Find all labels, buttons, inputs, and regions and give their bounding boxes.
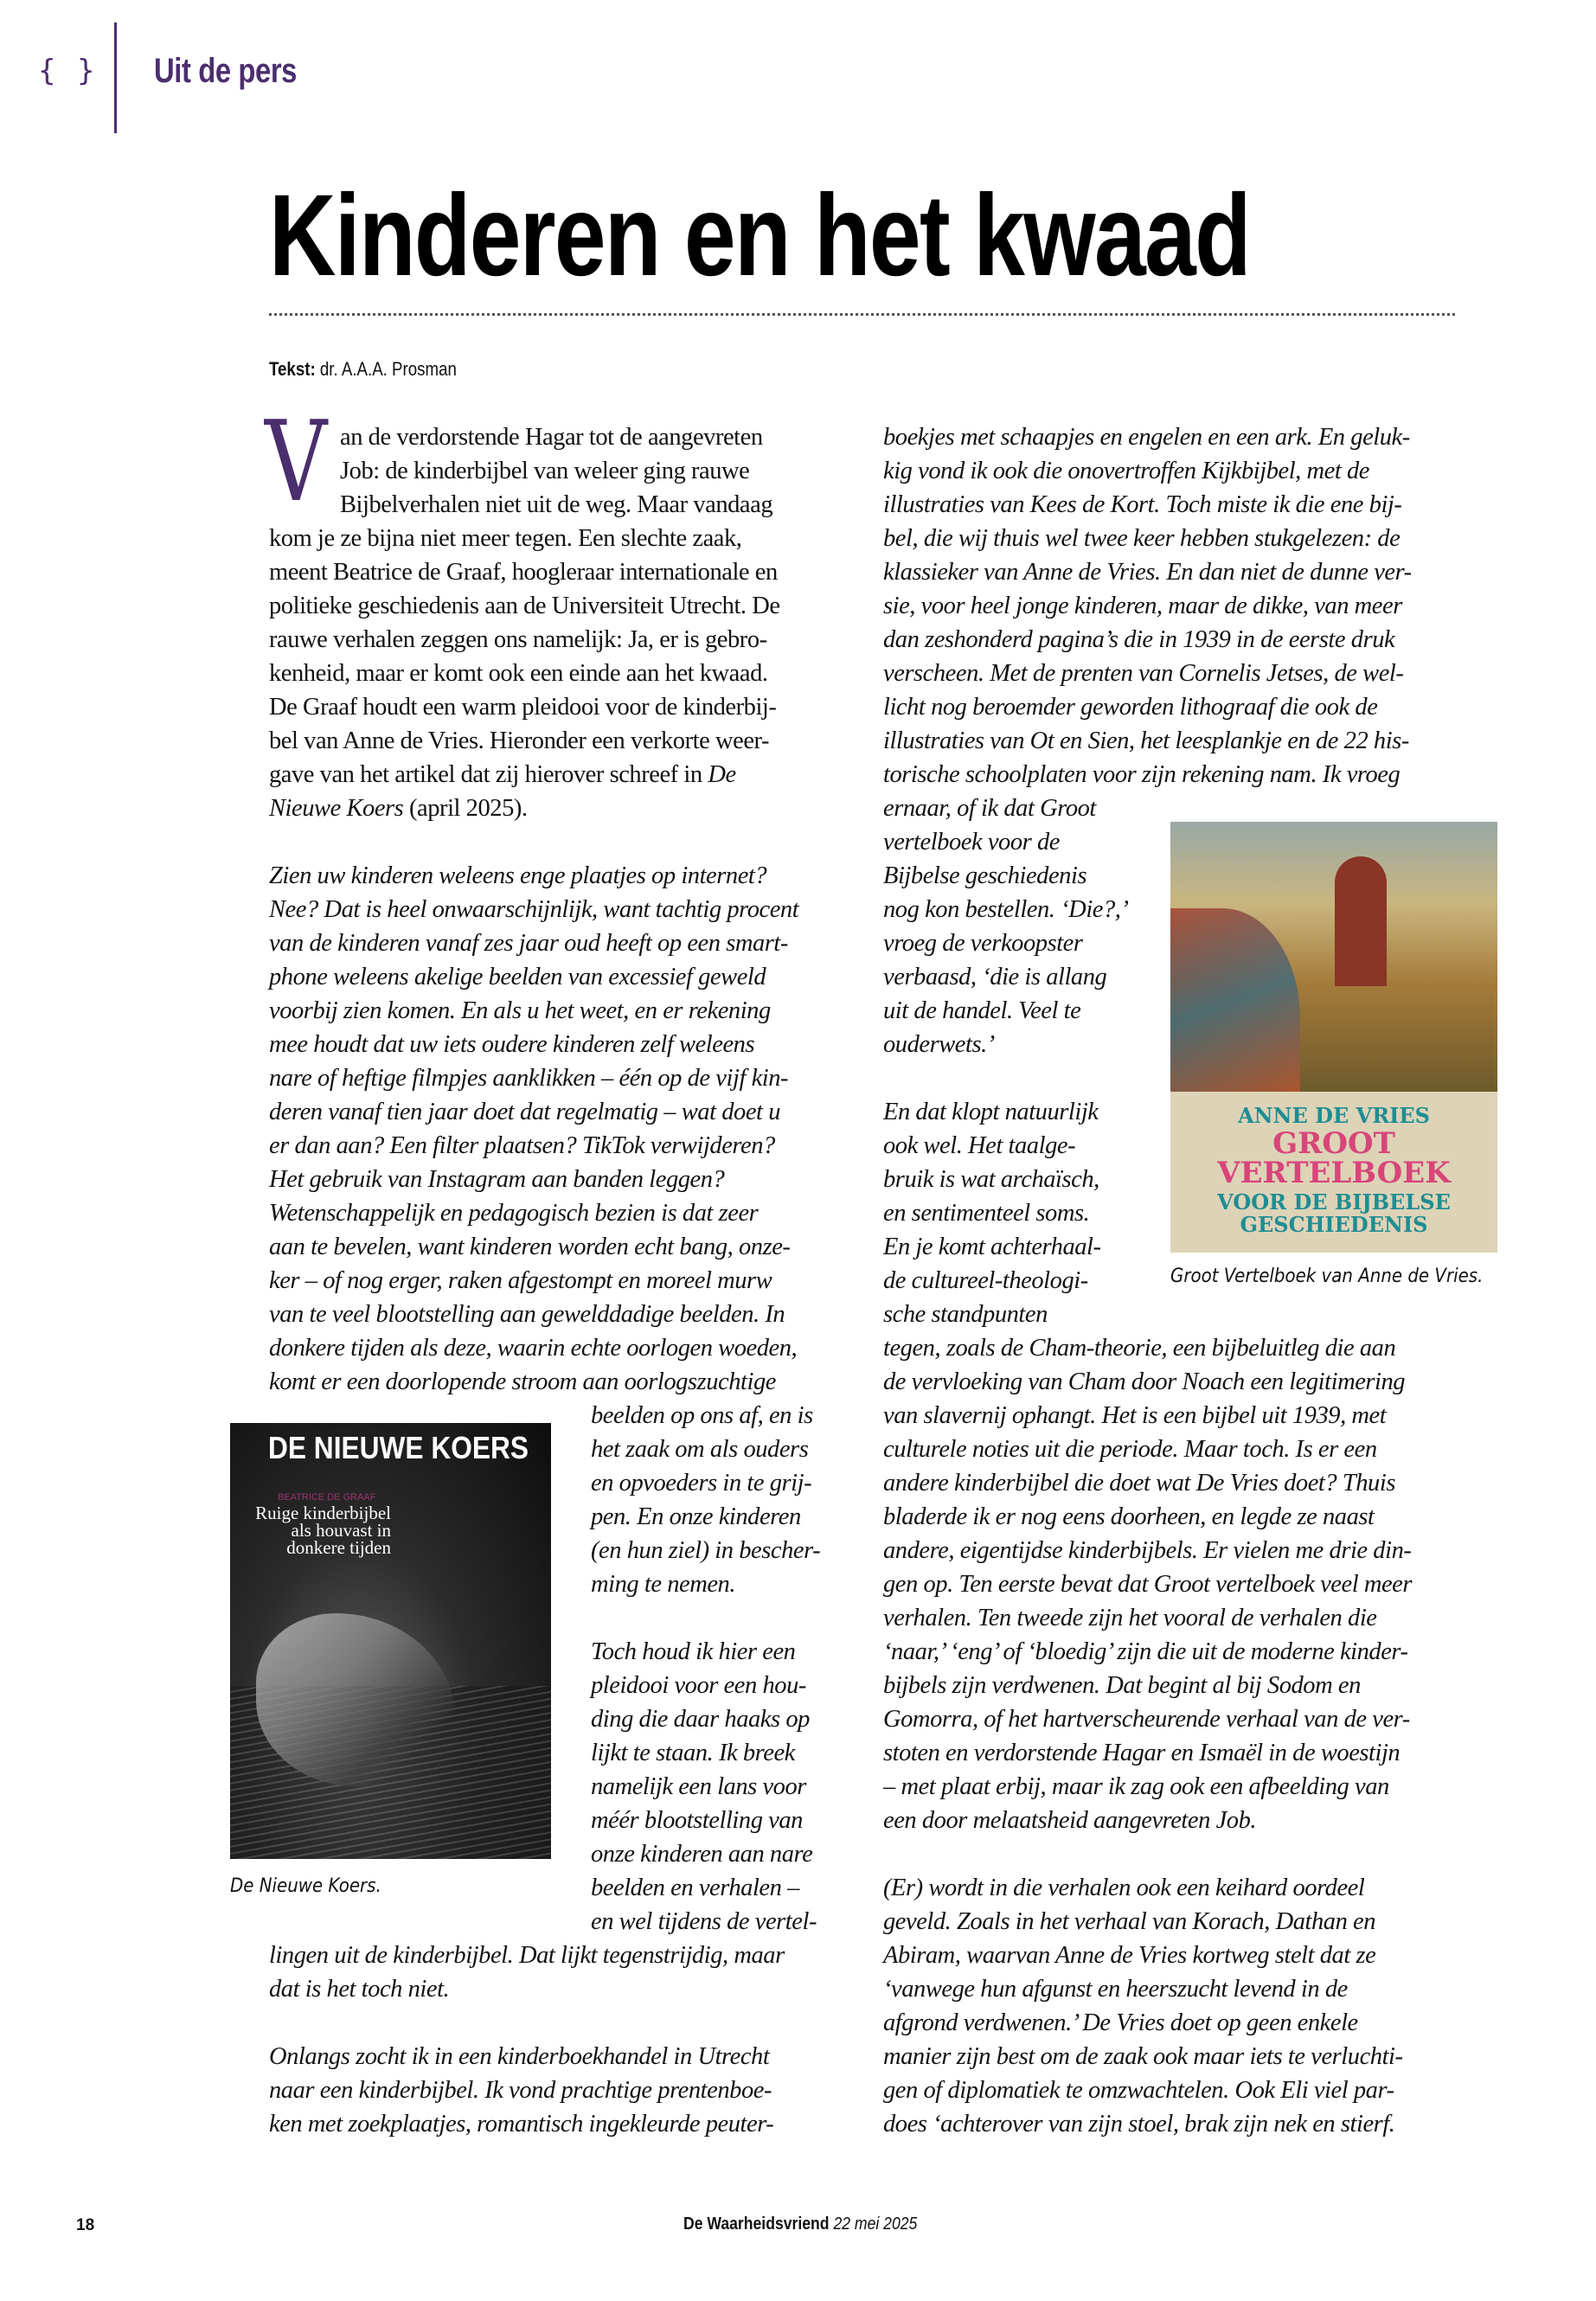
text-line: ken met zoekplaatjes, romantisch ingekleurde peuter- (269, 2111, 774, 2138)
text-line: kenheid, maar er komt ook een einde aan het kwaad. (269, 660, 768, 687)
text-line: en wel tijdens de vertel- (591, 1908, 817, 1935)
text-line: en sentimenteel soms. (883, 1200, 1090, 1227)
drop-cap: V (265, 398, 328, 527)
text-line: Wetenschappelijk en pedagogisch bezien is dat zeer (269, 1200, 759, 1227)
text-line: kom je ze bijna niet meer tegen. Een slechte zaak, (269, 525, 742, 552)
text-line: aan te bevelen, want kinderen worden echt bang, onze- (269, 1234, 791, 1260)
text-line: namelijk een lans voor (591, 1773, 806, 1800)
cover-author: BEATRICE DE GRAAF (278, 1492, 376, 1503)
text-line: pen. En onze kinderen (591, 1503, 801, 1530)
text-line: boekjes met schaapjes en engelen en een ark. En geluk- (883, 424, 1410, 451)
text-line: culturele noties uit die periode. Maar toch. Is er een (883, 1436, 1377, 1463)
text-line: vertelboek voor de (883, 829, 1060, 856)
text-line: Bijbelse geschiedenis (883, 862, 1087, 889)
text-line: torische schoolplaten voor zijn rekening nam. Ik vroeg (883, 761, 1401, 788)
cover-title-line: GROOT (1272, 1126, 1395, 1161)
text-line: en opvoeders in te grij- (591, 1470, 812, 1497)
text-line: geveld. Zoals in het verhaal van Korach, Dathan en (883, 1908, 1376, 1935)
text-segment: (april 2025). (403, 795, 528, 822)
text-line: ‘vanwege hun afgunst en heerszucht levend in de (883, 1976, 1348, 2003)
text-line: er dan aan? Een filter plaatsen? TikTok verwijderen? (269, 1132, 775, 1159)
text-line: méér blootstelling van (591, 1807, 803, 1834)
text-line: sche standpunten (883, 1301, 1048, 1328)
text-line: kig vond ik ook die onovertroffen Kijkbijbel, met de (883, 458, 1370, 484)
byline-label: Tekst: (269, 358, 316, 380)
text-line: Gomorra, of het hartverscheurende verhaal van de ver- (883, 1706, 1410, 1733)
text-line: bel, die wij thuis wel twee keer hebben stukgelezen: de (883, 525, 1401, 552)
text-line: rauwe verhalen zeggen ons namelijk: Ja, er is gebro- (269, 626, 767, 653)
text-line: Bijbelverhalen niet uit de weg. Maar vandaag (340, 491, 773, 518)
text-line: verbaasd, ‘die is allang (883, 964, 1107, 990)
vertelboek-cover-image (1170, 822, 1497, 1253)
text-line: dan zeshonderd pagina’s die in 1939 in de eerste druk (883, 626, 1395, 653)
text-line: bel van Anne de Vries. Hieronder een verkorte weer- (269, 727, 770, 754)
text-line (269, 792, 528, 825)
text-line: verscheen. Met de prenten van Cornelis Jetses, de wel- (883, 660, 1404, 687)
figure-caption: Groot Vertelboek van Anne de Vries. (1170, 1266, 1484, 1287)
text-line: an de verdorstende Hagar tot de aangevreten (340, 424, 763, 451)
text-line: (Er) wordt in die verhalen ook een keihard oordeel (883, 1875, 1365, 1901)
text-line: ernaar, of ik dat Groot (883, 795, 1096, 822)
italic-text: Nieuwe Koers (269, 795, 404, 822)
text-line: naar een kinderbijbel. Ik vond prachtige prentenboe- (269, 2077, 772, 2104)
text-line: nare of heftige filmpjes aanklikken – één op de vijf kin- (269, 1065, 789, 1092)
page-number: 18 (76, 2216, 95, 2234)
text-line: de vervloeking van Cham door Noach een legitimering (883, 1368, 1406, 1395)
text-line: De Graaf houdt een warm pleidooi voor de kinderbij- (269, 694, 777, 721)
text-line: komt er een doorlopende stroom aan oorlogszuchtige (269, 1368, 776, 1395)
cover-painting (1170, 822, 1497, 1092)
text-line: andere, eigentijdse kinderbijbels. Er vielen me drie din- (883, 1537, 1412, 1564)
text-line: illustraties van Ot en Sien, het leesplankje en de 22 his- (883, 727, 1409, 754)
text-line: nog kon bestellen. ‘Die?,’ (883, 896, 1129, 923)
cover-subtitle (1170, 1191, 1497, 1236)
text-line: het zaak om als ouders (591, 1436, 809, 1463)
text-line: uit de handel. Veel te (883, 997, 1081, 1024)
text-line: Het gebruik van Instagram aan banden leggen? (269, 1166, 725, 1193)
text-line: En je komt achterhaal- (883, 1234, 1101, 1260)
text-line: meent Beatrice de Graaf, hoogleraar internationale en (269, 559, 778, 586)
cover-subtitle-line: GESCHIEDENIS (1240, 1212, 1428, 1237)
text-line: ker – of nog erger, raken afgestompt en moreel murw (269, 1267, 772, 1294)
text-line: ding die daar haaks op (591, 1706, 810, 1733)
nieuwe-koers-cover-image (230, 1423, 551, 1859)
text-line: phone weleens akelige beelden van excessief geweld (269, 964, 766, 990)
publication-date: 22 mei 2025 (833, 2214, 918, 2234)
text-line: van te veel blootstelling aan gewelddadige beelden. In (269, 1301, 785, 1328)
text-line: afgrond verdwenen.’ De Vries doet op geen enkele (883, 2009, 1358, 2036)
text-line: Nee? Dat is heel onwaarschijnlijk, want tachtig procent (269, 896, 799, 923)
text-line: verhalen. Ten tweede zijn het vooral de verhalen die (883, 1605, 1377, 1631)
cover-headline (253, 1504, 391, 1556)
cover-title (1170, 1126, 1497, 1190)
cover-subtitle-line: VOOR DE BIJBELSE (1217, 1189, 1451, 1215)
text-line: lijkt te staan. Ik breek (591, 1740, 795, 1766)
text-line: dat is het toch niet. (269, 1976, 450, 2003)
text-line: licht nog beroemder geworden lithograaf die ook de (883, 694, 1378, 721)
text-line: ook wel. Het taalge- (883, 1132, 1076, 1159)
header-divider (114, 22, 117, 133)
dotted-divider (269, 313, 1455, 316)
text-line: manier zijn best om de zaak ook maar iets te verluchti- (883, 2043, 1403, 2070)
text-line: politieke geschiedenis aan de Universiteit Utrecht. De (269, 593, 780, 619)
cover-figure (256, 1613, 455, 1786)
text-line: pleidooi voor een hou- (591, 1672, 806, 1699)
text-line: stoten en verdorstende Hagar en Ismaël in de woestijn (883, 1740, 1401, 1766)
braces-icon: { } (38, 54, 97, 88)
text-line: een door melaatsheid aangevreten Job. (883, 1807, 1257, 1834)
text-line: bladerde ik er nog eens doorheen, en legde ze naast (883, 1503, 1375, 1530)
text-line: sie, voor heel jonge kinderen, maar de dikke, van meer (883, 593, 1402, 619)
text-line: ‘naar,’ ‘eng’ of ‘bloedig’ zijn die uit de moderne kinder- (883, 1638, 1408, 1665)
text-line: ouderwets.’ (883, 1031, 995, 1058)
cover-title-line: VERTELBOEK (1217, 1156, 1451, 1190)
text-line: bruik is wat archaïsch, (883, 1166, 1099, 1193)
byline-author: dr. A.A.A. Prosman (319, 358, 457, 380)
text-line: ming te nemen. (591, 1571, 736, 1598)
italic-text: De (708, 761, 736, 788)
text-line: gen op. Ten eerste bevat dat Groot vertelboek veel meer (883, 1571, 1413, 1598)
figure-caption: De Nieuwe Koers. (230, 1875, 381, 1897)
text-segment: gave van het artikel dat zij hierover schreef in (269, 761, 708, 788)
cover-masthead: DE NIEUWE KOERS (268, 1430, 529, 1465)
article-title: Kinderen en het kwaad (269, 171, 1250, 300)
text-line: klassieker van Anne de Vries. En dan niet de dunne ver- (883, 559, 1412, 586)
byline (269, 358, 457, 381)
text-line: Onlangs zocht ik in een kinderboekhandel in Utrecht (269, 2043, 770, 2070)
text-line: Job: de kinderbijbel van weleer ging rauwe (340, 458, 750, 484)
text-line: vroeg de verkoopster (883, 930, 1083, 957)
text-line: (en hun ziel) in bescher- (591, 1537, 821, 1564)
text-line: donkere tijden als deze, waarin echte oorlogen woeden, (269, 1335, 798, 1362)
text-line: Abiram, waarvan Anne de Vries kortweg stelt dat ze (883, 1942, 1376, 1969)
text-line: Zien uw kinderen weleens enge plaatjes op internet? (269, 862, 767, 889)
text-line: de cultureel-theologi- (883, 1267, 1088, 1294)
text-line: mee houdt dat uw iets oudere kinderen zelf weleens (269, 1031, 755, 1058)
cover-headline-line: als houvast in (291, 1520, 391, 1541)
text-line: tegen, zoals de Cham-theorie, een bijbeluitleg die aan (883, 1335, 1396, 1362)
cover-headline-line: donkere tijden (286, 1537, 391, 1558)
text-line: does ‘achterover van zijn stoel, brak zijn nek en stierf. (883, 2111, 1395, 2138)
section-label: Uit de pers (154, 52, 297, 90)
text-line: beelden en verhalen – (591, 1875, 799, 1901)
text-line: andere kinderbijbel die doet wat De Vries doet? Thuis (883, 1470, 1395, 1497)
text-line: deren vanaf tien jaar doet dat regelmatig – wat doet u (269, 1099, 780, 1125)
text-line: van slavernij ophangt. Het is een bijbel uit 1939, met (883, 1402, 1387, 1429)
text-line: beelden op ons af, en is (591, 1402, 813, 1429)
text-line: onze kinderen aan nare (591, 1841, 813, 1868)
text-line: voorbij zien komen. En als u het weet, en er rekening (269, 997, 771, 1024)
text-line (269, 758, 736, 792)
text-line: illustraties van Kees de Kort. Toch miste ik die ene bij- (883, 491, 1402, 518)
text-line: En dat klopt natuurlijk (883, 1099, 1099, 1125)
text-line: van de kinderen vanaf zes jaar oud heeft op een smart- (269, 930, 788, 957)
cover-author: ANNE DE VRIES (1237, 1103, 1431, 1128)
footer-publication (683, 2214, 917, 2234)
text-line: Toch houd ik hier een (591, 1638, 796, 1665)
text-line: lingen uit de kinderbijbel. Dat lijkt tegenstrijdig, maar (269, 1942, 785, 1969)
publication-name: De Waarheidsvriend (683, 2214, 830, 2234)
cover-headline-line: Ruige kinderbijbel (255, 1503, 391, 1523)
text-line: – met plaat erbij, maar ik zag ook een afbeelding van (883, 1773, 1389, 1800)
text-line: bijbels zijn verdwenen. Dat begint al bij Sodom en (883, 1672, 1361, 1699)
text-line: gen of diplomatiek te omzwachtelen. Ook Eli viel par- (883, 2077, 1394, 2104)
